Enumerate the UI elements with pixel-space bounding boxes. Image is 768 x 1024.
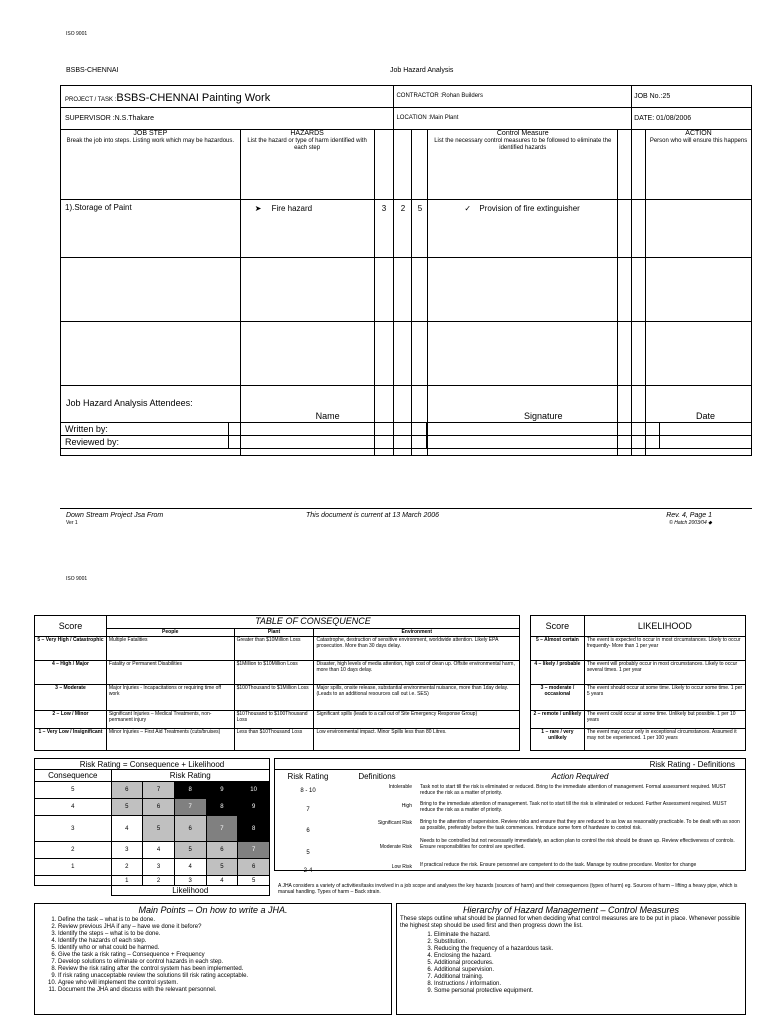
project-label: PROJECT / TASK : bbox=[65, 96, 117, 103]
blank-cell bbox=[428, 322, 618, 386]
conseq-env: Low environmental impact. Minor Spills less than 80 Litres. bbox=[314, 729, 520, 751]
matrix-likelihood-label: Likelihood bbox=[111, 886, 270, 896]
matrix-cell: 8 bbox=[174, 782, 206, 799]
main-point: 1. Define the task – what is to be done. bbox=[58, 917, 398, 924]
r-col-header bbox=[412, 130, 428, 200]
likelihood-desc: The event could occur at some time. Unlikely but possible. 1 per 10 years bbox=[584, 711, 745, 729]
blank-col-header bbox=[618, 130, 632, 200]
defs-action: If practical reduce the risk. Ensure personnel are competent to do the task. Manage by routine procedure. Monitor for change bbox=[420, 862, 697, 868]
attendees-table bbox=[60, 410, 752, 449]
conseq-plant: Less than $10Thousand Loss bbox=[234, 729, 314, 751]
blank-cell bbox=[412, 322, 428, 386]
defs-definition: Moderate Risk bbox=[379, 844, 412, 850]
likelihood-value: 2 bbox=[394, 200, 412, 258]
blank-cell bbox=[61, 258, 241, 322]
date-cell: DATE: 01/08/2006 bbox=[632, 108, 752, 130]
matrix-cell: 5 bbox=[206, 859, 238, 876]
conseq-plant: $100Thousand to $1Million Loss bbox=[234, 685, 314, 711]
main-point: 3. Identify the steps – what is to be done. bbox=[58, 931, 398, 938]
contractor-cell: CONTRACTOR :Rohan Builders bbox=[394, 86, 632, 108]
matrix-cell: 7 bbox=[174, 799, 206, 816]
footer-version: Ver 1 bbox=[66, 520, 78, 526]
likelihood-table bbox=[530, 615, 746, 751]
blank-cell bbox=[646, 322, 752, 386]
conseq-env: Major spills, onsite release, substantial environmental nuisance, more than 1day delay. (Leads to an additional resources call out i.e. SES) bbox=[314, 685, 520, 711]
hazards-title: HAZARDS bbox=[290, 130, 324, 137]
project-cell bbox=[61, 86, 394, 108]
name-col-header: Name bbox=[228, 410, 427, 422]
defs-definition: High bbox=[401, 803, 412, 809]
matrix-col-label: 3 bbox=[174, 876, 206, 886]
hierarchy-intro: These steps outline what should be planned for when deciding what control measures are to be put in place. Whenever possible the highest step should be used first and then progress down the list. bbox=[400, 916, 740, 929]
conseq-score: 5 – Very High / Catastrophic bbox=[35, 637, 107, 661]
control-title: Control Measure bbox=[496, 130, 549, 137]
conseq-people: Multiple Fatalities bbox=[106, 637, 234, 661]
written-by-label: Written by: bbox=[61, 422, 229, 435]
conseq-env: Catastrophe, destruction of sensitive environment, worldwide attention. Likely EPA prosecution. More than 30 days delay. bbox=[314, 637, 520, 661]
matrix-cell: 4 bbox=[174, 859, 206, 876]
people-header: People bbox=[106, 629, 234, 637]
iso-label: ISO 9001 bbox=[66, 31, 88, 37]
signature-col-header: Signature bbox=[427, 410, 660, 422]
control-text: Provision of fire extinguisher bbox=[479, 204, 580, 213]
likelihood-score: 2 – remote / unlikely bbox=[531, 711, 585, 729]
blank-cell bbox=[374, 322, 394, 386]
likelihood-desc: The event will probably occur in most circumstances. Likely to occur several times. 1 per year bbox=[584, 661, 745, 685]
matrix-cell: 7 bbox=[206, 816, 238, 842]
conseq-env: Disaster, high levels of media attention, high cost of clean up. Offsite environmental harm, more than 10 days delay. bbox=[314, 661, 520, 685]
supervisor-cell: SUPERVISOR :N.S.Thakare bbox=[61, 108, 394, 130]
matrix-cell: 8 bbox=[206, 799, 238, 816]
matrix-row-label: 2 bbox=[35, 842, 112, 859]
job-no-cell: JOB No.:25 bbox=[632, 86, 752, 108]
c-col-header bbox=[374, 130, 394, 200]
matrix-cell: 6 bbox=[111, 782, 143, 799]
matrix-corner bbox=[35, 876, 112, 886]
likelihood-desc: The event should occur at some time. Likely to occur some time. 1 per 5 years bbox=[584, 685, 745, 711]
defs-action: Needs to be controlled but not necessarily immediately, an action plan to control the risk should be drawn up. Review effectiveness of controls. Ensure responsibilities for control are specified. bbox=[420, 838, 735, 850]
plant-header: Plant bbox=[234, 629, 314, 637]
matrix-cell: 6 bbox=[143, 799, 175, 816]
conseq-plant: $1Million to $10Million Loss bbox=[234, 661, 314, 685]
matrix-consequence-header: Consequence bbox=[35, 770, 112, 782]
matrix-cell: 3 bbox=[111, 842, 143, 859]
defs-action: Task not to start till the risk is eliminated or reduced. Bring to the immediate attention of management. Formal assessment required. MUST reduce the risk as a matter of priority. bbox=[420, 784, 726, 796]
job-step-sub: Break the job into steps. Listing work which may be hazardous. bbox=[66, 138, 235, 144]
risk-matrix bbox=[34, 769, 270, 896]
action-cell bbox=[646, 200, 752, 258]
defs-rating: 2-4 bbox=[303, 868, 313, 874]
likelihood-score: 5 – Almost certain bbox=[531, 637, 585, 661]
conseq-score: 4 – High / Major bbox=[35, 661, 107, 685]
matrix-cell: 4 bbox=[143, 842, 175, 859]
footer-rev: Rev. 4, Page 1 bbox=[666, 512, 712, 519]
defs-action: Bring to the immediate attention of management. Task not to start till the risk is eliminated or reduced. Further Assessment required. MUST reduce the risk as a matter of priority. bbox=[420, 801, 727, 813]
main-points-title: Main Points – On how to write a JHA. bbox=[138, 905, 288, 915]
conseq-score-header: Score bbox=[35, 616, 107, 637]
attendees-title: Job Hazard Analysis Attendees: bbox=[66, 398, 193, 408]
defs-rating: 6 bbox=[306, 828, 310, 834]
matrix-row-label: 4 bbox=[35, 799, 112, 816]
iso-label-2: ISO 9001 bbox=[66, 576, 88, 582]
control-sub: List the necessary control measures to be followed to eliminate the identified hazards bbox=[434, 138, 612, 151]
matrix-cell: 5 bbox=[143, 816, 175, 842]
likelihood-desc: The event may occur only in exceptional circumstances. Assumed it may not be experienced. 1 per 100 years bbox=[584, 729, 745, 751]
main-point: 7. Develop solutions to eliminate or control hazards in each step. bbox=[58, 959, 398, 966]
main-points-list bbox=[40, 917, 398, 994]
doc-title: Job Hazard Analysis bbox=[390, 67, 454, 74]
conseq-people: Major Injuries - Incapacitations or requiring time off work bbox=[106, 685, 234, 711]
matrix-row-label: 1 bbox=[35, 859, 112, 876]
hierarchy-item: 4. Enclosing the hazard. bbox=[434, 953, 754, 960]
risk-value: 5 bbox=[412, 200, 428, 258]
matrix-col-label: 5 bbox=[238, 876, 270, 886]
conseq-score: 3 – Moderate bbox=[35, 685, 107, 711]
conseq-plant: Greater than $10Million Loss bbox=[234, 637, 314, 661]
blank-cell bbox=[632, 322, 646, 386]
main-point: 11. Document the JHA and discuss with the relevant personnel. bbox=[58, 987, 398, 994]
hazard-cell bbox=[240, 200, 374, 258]
matrix-cell: 2 bbox=[111, 859, 143, 876]
defs-rating: 5 bbox=[306, 850, 310, 856]
matrix-cell: 8 bbox=[238, 816, 270, 842]
l-col-header bbox=[394, 130, 412, 200]
date-col-header: Date bbox=[660, 410, 752, 422]
hierarchy-list bbox=[416, 932, 754, 995]
defs-rating-header: Risk Rating bbox=[287, 772, 329, 781]
conseq-env: Significant spills (leads to a call out of Site Emergency Response Group) bbox=[314, 711, 520, 729]
conseq-plant: $10Thousand to $100Thousand Loss bbox=[234, 711, 314, 729]
matrix-col-label: 4 bbox=[206, 876, 238, 886]
blank-header bbox=[61, 410, 229, 422]
control-header bbox=[428, 130, 618, 200]
matrix-cell: 5 bbox=[111, 799, 143, 816]
conseq-people: Fatality or Permanent Disabilities bbox=[106, 661, 234, 685]
main-point: 5. Identify who or what could be harmed. bbox=[58, 945, 398, 952]
hierarchy-item: 6. Additional supervision. bbox=[434, 967, 754, 974]
location-cell: LOCATION :Main Plant bbox=[394, 108, 632, 130]
jha-note: A JHA considers a variety of activities/tasks involved in a job scope and analyses the key hazards (sources of harm) and their consequences (types of harm) eg. Sources of harm – lifting a heavy pipe, which is manual handling. Types of harm – Back strain. bbox=[278, 883, 738, 895]
defs-action: Bring to the attention of supervision. Review risks and ensure that they are reduced to as low as reasonably practicable. To be dealt with as soon as possible, preferably before the task commences. Introduce some form of hardware to control risk. bbox=[420, 819, 740, 831]
written-by-signature[interactable] bbox=[427, 422, 660, 435]
hierarchy-item: 1. Eliminate the hazard. bbox=[434, 932, 754, 939]
main-point: 9. If risk rating unacceptable review the solutions till risk rating acceptable. bbox=[58, 973, 398, 980]
reviewed-by-name[interactable] bbox=[228, 435, 427, 448]
consequence-value: 3 bbox=[374, 200, 394, 258]
blank-cell bbox=[428, 258, 618, 322]
likelihood-score: 3 – moderate / occasional bbox=[531, 685, 585, 711]
defs-definitions-header: Definitions bbox=[358, 772, 396, 781]
hierarchy-item: 8. Instructions / information. bbox=[434, 981, 754, 988]
matrix-cell: 6 bbox=[174, 816, 206, 842]
hierarchy-item: 2. Substitution. bbox=[434, 939, 754, 946]
blank-cell bbox=[240, 322, 374, 386]
blank-cell bbox=[618, 200, 632, 258]
blank-cell bbox=[374, 258, 394, 322]
control-cell bbox=[428, 200, 618, 258]
reviewed-by-label: Reviewed by: bbox=[61, 435, 229, 448]
footer-current: This document is current at 13 March 2006 bbox=[306, 512, 440, 519]
hierarchy-item: 7. Additional training. bbox=[434, 974, 754, 981]
blank-cell bbox=[632, 200, 646, 258]
defs-definition: Low Risk bbox=[391, 864, 412, 870]
step-cell: 1).Storage of Paint bbox=[61, 200, 241, 258]
company-name: BSBS-CHENNAI bbox=[66, 67, 119, 74]
main-point: 8. Review the risk rating after the control system has been implemented. bbox=[58, 966, 398, 973]
arrow-bullet-icon: ➤ bbox=[254, 204, 262, 213]
written-by-date[interactable] bbox=[660, 422, 752, 435]
action-sub: Person who will ensure this happens bbox=[649, 138, 748, 144]
blank-cell bbox=[394, 258, 412, 322]
action-title: ACTION bbox=[685, 130, 712, 137]
conseq-title: TABLE OF CONSEQUENCE bbox=[106, 616, 519, 629]
defs-rating: 7 bbox=[306, 807, 310, 813]
action-header bbox=[646, 130, 752, 200]
blank-cell bbox=[632, 258, 646, 322]
risk-matrix-title: Risk Rating = Consequence + Likelihood bbox=[34, 758, 270, 770]
blank-col-header bbox=[632, 130, 646, 200]
footer-form-name: Down Stream Project Jsa From bbox=[66, 512, 164, 519]
matrix-risk-rating-header: Risk Rating bbox=[111, 770, 270, 782]
defs-definition: Intolerable bbox=[388, 784, 412, 790]
main-point: 2. Review previous JHA if any – have we done it before? bbox=[58, 924, 398, 931]
matrix-cell: 10 bbox=[238, 782, 270, 799]
check-bullet-icon: ✓ bbox=[464, 204, 472, 213]
project-value: BSBS-CHENNAI Painting Work bbox=[116, 91, 271, 104]
conseq-score: 2 – Low / Minor bbox=[35, 711, 107, 729]
blank-cell bbox=[646, 258, 752, 322]
matrix-cell: 5 bbox=[174, 842, 206, 859]
matrix-cell: 4 bbox=[111, 816, 143, 842]
matrix-row-label: 3 bbox=[35, 816, 112, 842]
conseq-people: Minor Injuries – First Aid Treatments (cuts/bruises) bbox=[106, 729, 234, 751]
likelihood-score: 4 – likely / probable bbox=[531, 661, 585, 685]
matrix-cell: 7 bbox=[238, 842, 270, 859]
matrix-cell: 3 bbox=[143, 859, 175, 876]
written-by-name[interactable] bbox=[228, 422, 427, 435]
hazards-header bbox=[240, 130, 374, 200]
blank-cell bbox=[394, 322, 412, 386]
blank-cell bbox=[618, 258, 632, 322]
matrix-row-label: 5 bbox=[35, 782, 112, 799]
blank-cell bbox=[240, 258, 374, 322]
blank-cell bbox=[412, 258, 428, 322]
likelihood-score: 1 – rare / very unlikely bbox=[531, 729, 585, 751]
conseq-people: Significant Injuries – Medical Treatments, non-permanent injury bbox=[106, 711, 234, 729]
job-step-title: JOB STEP bbox=[133, 130, 168, 137]
blank-cell bbox=[618, 322, 632, 386]
hierarchy-item: 3. Reducing the frequency of a hazardous task. bbox=[434, 946, 754, 953]
footer-divider bbox=[60, 508, 752, 509]
footer-copyright: © Hatch 2003/04 ◆ bbox=[669, 520, 712, 526]
defs-rating: 8 - 10 bbox=[300, 788, 316, 794]
defs-action-header: Action Required bbox=[551, 772, 609, 781]
defs-definition: Significant Risk bbox=[377, 820, 412, 826]
likelihood-score-header: Score bbox=[531, 616, 585, 637]
job-step-header bbox=[61, 130, 241, 200]
consequence-table bbox=[34, 615, 520, 751]
env-header: Environment bbox=[314, 629, 520, 637]
hierarchy-item: 9. Some personal protective equipment. bbox=[434, 988, 754, 995]
matrix-col-label: 2 bbox=[143, 876, 175, 886]
reviewed-by-date[interactable] bbox=[660, 435, 752, 448]
matrix-cell: 9 bbox=[238, 799, 270, 816]
reviewed-by-signature[interactable] bbox=[427, 435, 660, 448]
main-point: 10. Agree who will implement the control system. bbox=[58, 980, 398, 987]
hierarchy-item: 5. Additional procedures. bbox=[434, 960, 754, 967]
likelihood-title: LIKELIHOOD bbox=[584, 616, 745, 637]
hazard-text: Fire hazard bbox=[271, 204, 313, 213]
likelihood-desc: The event is expected to occur in most circumstances. Likely to occur frequently- More than 1 per year bbox=[584, 637, 745, 661]
matrix-cell: 9 bbox=[206, 782, 238, 799]
main-point: 4. Identify the hazards of each step. bbox=[58, 938, 398, 945]
matrix-blank bbox=[35, 886, 112, 896]
hazards-sub: List the hazard or type of harm identified with each step bbox=[247, 138, 367, 151]
defs-title: Risk Rating - Definitions bbox=[274, 758, 746, 770]
hierarchy-title: Hierarchy of Hazard Management – Control Measures bbox=[462, 905, 680, 915]
conseq-score: 1 – Very Low / Insignificant bbox=[35, 729, 107, 751]
matrix-cell: 7 bbox=[143, 782, 175, 799]
matrix-cell: 6 bbox=[238, 859, 270, 876]
blank-cell bbox=[61, 322, 241, 386]
main-point: 6. Give the task a risk rating – Consequence + Frequency bbox=[58, 952, 398, 959]
matrix-cell: 6 bbox=[206, 842, 238, 859]
matrix-col-label: 1 bbox=[111, 876, 143, 886]
